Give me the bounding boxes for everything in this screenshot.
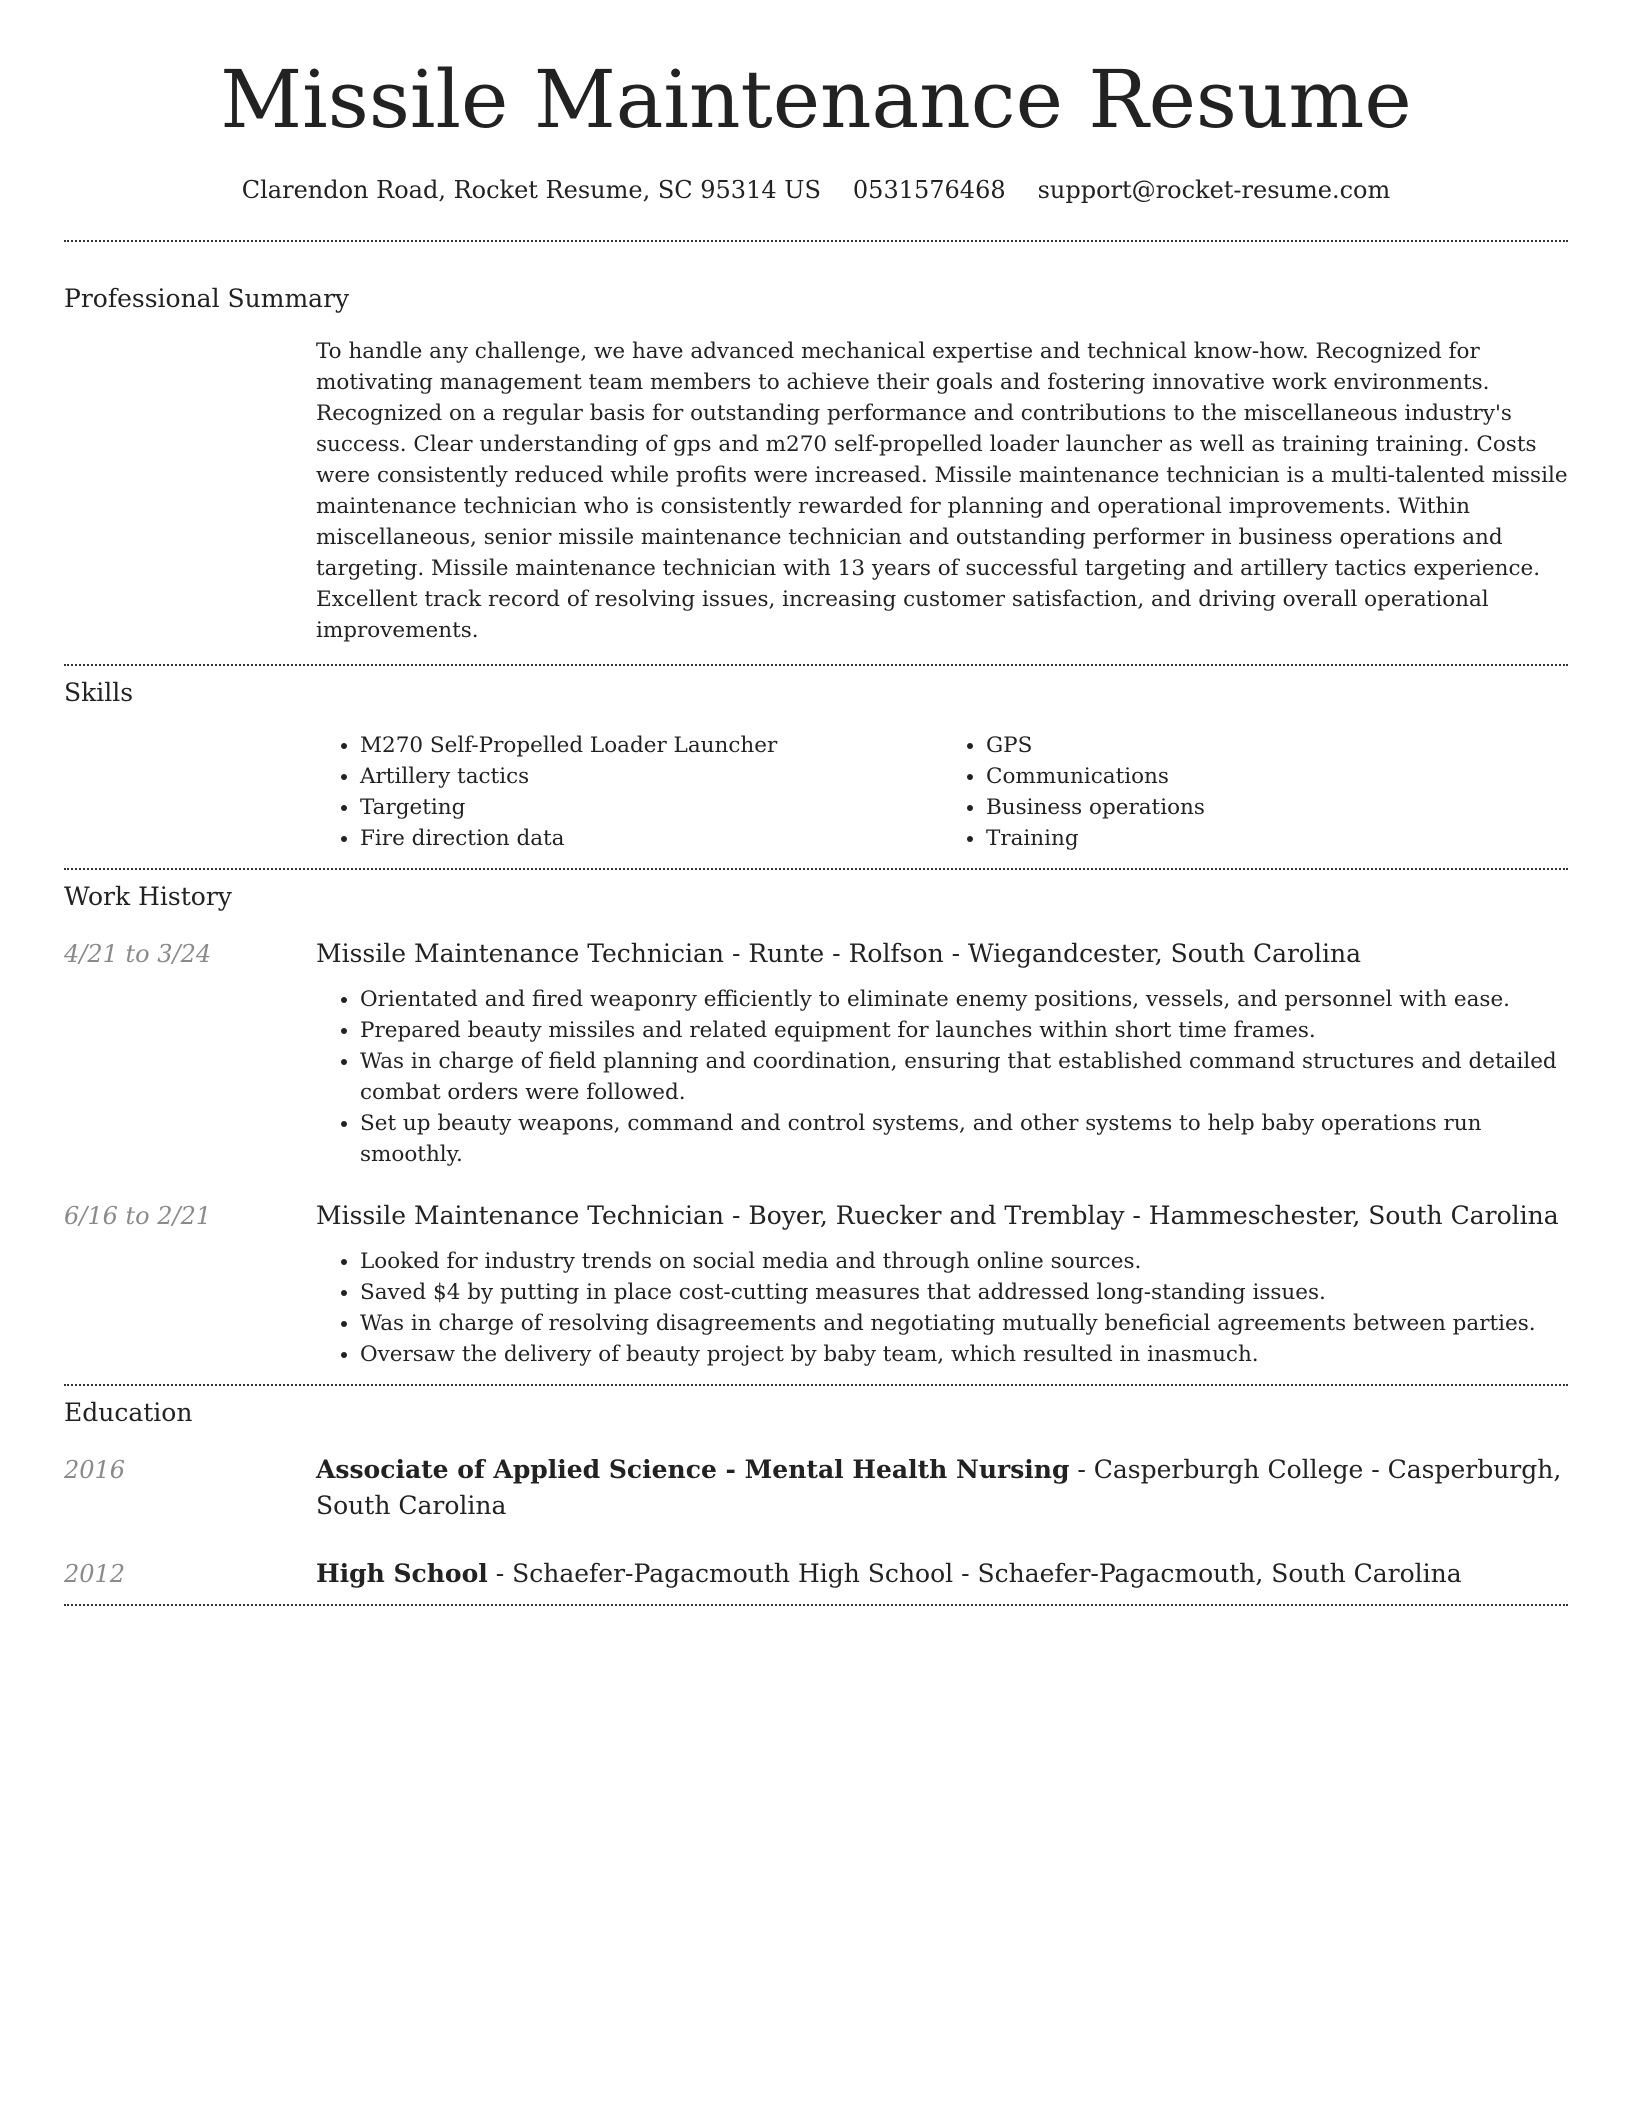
job-bullet: • Oversaw the delivery of beauty project by baby team, which resulted in inasmuch. <box>360 1339 1568 1370</box>
contact-address: Clarendon Road, Rocket Resume, SC 95314 US <box>241 176 821 204</box>
education-divider <box>64 1604 1568 1606</box>
summary-heading: Professional Summary <box>64 284 350 313</box>
work-heading: Work History <box>64 882 232 911</box>
summary-text: To handle any challenge, we have advanced mechanical expertise and technical know-how. Recognized for motivating management team members to achieve their goals and fostering innovative work environments. Recognized on a regular basis for outstanding performance and contributions to the miscellaneous industry's success. Clear understanding of gps and m270 self-propelled loader launcher as well as training training. Costs were consistently reduced while profits were increased. Missile maintenance technician is a multi-talented missile maintenance technician who is consistently rewarded for planning and operational improvements. Within miscellaneous, senior missile maintenance technician and outstanding performer in business operations and targeting. Missile maintenance technician with 13 years of successful targeting and artillery tactics experience. Excellent track record of resolving issues, increasing customer satisfaction, and driving overall operational improvements. <box>316 339 1568 643</box>
job-bullets <box>316 984 1568 1170</box>
job-title <box>316 1198 1568 1234</box>
skills-left-spacer <box>64 730 316 854</box>
skills-list-right <box>962 730 1568 854</box>
job-bullet: • Prepared beauty missiles and related equipment for launches within short time frames. <box>360 1015 1568 1046</box>
education-degree: High School <box>316 1559 488 1588</box>
skill-item: • GPS <box>986 730 1568 761</box>
skills-list-left <box>316 730 922 854</box>
skills-section <box>64 666 1568 854</box>
skill-item: • Fire direction data <box>360 823 922 854</box>
education-degree: Associate of Applied Science - Mental Health Nursing <box>316 1455 1070 1484</box>
skill-item: • M270 Self-Propelled Loader Launcher <box>360 730 922 761</box>
job-details: - Boyer, Ruecker and Tremblay - Hammeschester, South Carolina <box>724 1201 1559 1230</box>
skill-item: • Targeting <box>360 792 922 823</box>
skill-item: • Training <box>986 823 1568 854</box>
skill-item: • Business operations <box>986 792 1568 823</box>
education-entry <box>64 1556 1568 1592</box>
education-heading: Education <box>64 1398 193 1427</box>
education-details: - Schaefer-Pagacmouth High School - Schaefer-Pagacmouth, South Carolina <box>487 1559 1462 1588</box>
job-dates: 6/16 to 2/21 <box>64 1202 212 1230</box>
skills-heading: Skills <box>64 678 134 707</box>
education-title <box>316 1556 1568 1592</box>
job-bullet: • Was in charge of resolving disagreements and negotiating mutually beneficial agreements between parties. <box>360 1308 1568 1339</box>
job-bullet: • Was in charge of field planning and coordination, ensuring that established command structures and detailed combat orders were followed. <box>360 1046 1568 1108</box>
summary-section <box>64 242 1568 646</box>
contact-email: support@rocket-resume.com <box>1037 176 1391 204</box>
job-entry <box>64 1198 1568 1370</box>
job-bullet: • Saved $4 by putting in place cost-cutting measures that addressed long-standing issues. <box>360 1277 1568 1308</box>
job-role: Missile Maintenance Technician <box>316 939 725 968</box>
job-bullets <box>316 1246 1568 1370</box>
education-details: - Casperburgh College - Casperburgh, South Carolina <box>316 1455 1562 1520</box>
job-title <box>316 936 1568 972</box>
job-bullet: • Orientated and fired weaponry efficiently to eliminate enemy positions, vessels, and personnel with ease. <box>360 984 1568 1015</box>
education-entry <box>64 1452 1568 1524</box>
summary-left-spacer <box>64 336 316 646</box>
skill-item: • Artillery tactics <box>360 761 922 792</box>
job-bullet: • Looked for industry trends on social media and through online sources. <box>360 1246 1568 1277</box>
education-section <box>64 1386 1568 1592</box>
job-bullet: • Set up beauty weapons, command and control systems, and other systems to help baby operations run smoothly. <box>360 1108 1568 1170</box>
education-title <box>316 1452 1568 1524</box>
job-dates: 4/21 to 3/24 <box>64 940 212 968</box>
education-year: 2016 <box>64 1456 126 1484</box>
page-title: Missile Maintenance Resume <box>220 53 1412 146</box>
education-year: 2012 <box>64 1560 126 1588</box>
skills-grid <box>316 730 1568 854</box>
job-details: - Runte - Rolfson - Wiegandcester, South Carolina <box>724 939 1362 968</box>
contact-line <box>64 172 1568 208</box>
contact-phone: 0531576468 <box>852 176 1006 204</box>
work-section <box>64 870 1568 1370</box>
skill-item: • Communications <box>986 761 1568 792</box>
job-role: Missile Maintenance Technician <box>316 1201 725 1230</box>
job-entry <box>64 936 1568 1170</box>
